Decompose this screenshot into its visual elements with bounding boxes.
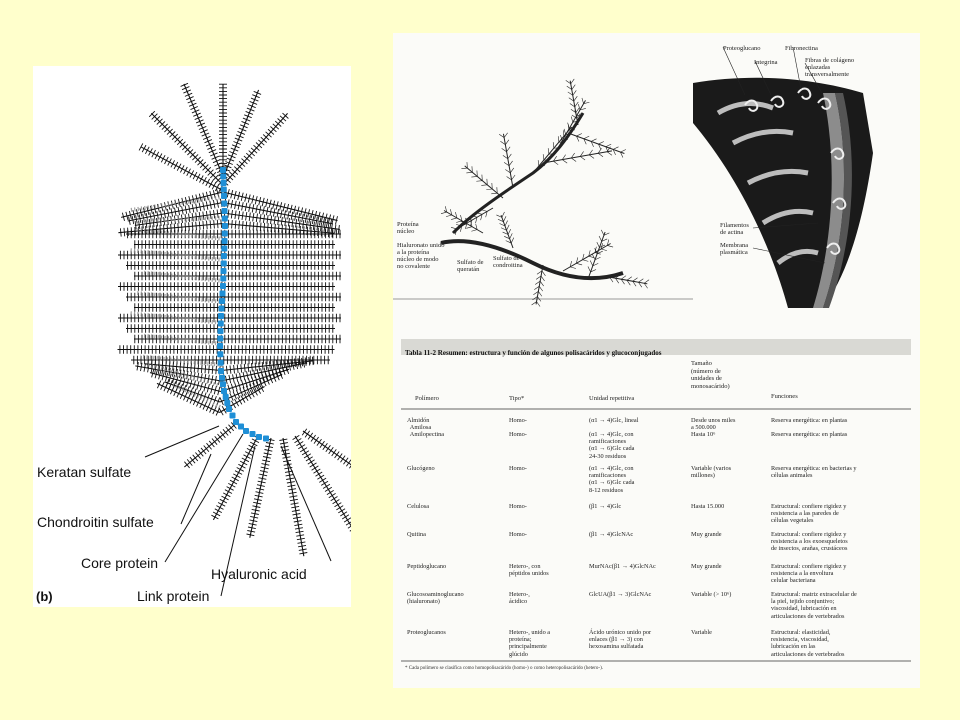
chain-side-branch: [620, 149, 625, 152]
core-protein-unit: [224, 400, 230, 406]
side-chain-right: [223, 303, 335, 311]
chain-side-branch: [476, 181, 482, 182]
chain-side-branch: [572, 85, 576, 90]
fig-label-hyaluronate: Hialuronato unido a la proteína núcleo de modo no covalente: [397, 242, 445, 270]
core-protein-unit: [221, 187, 227, 193]
header-unit: Unidad repetitiva: [589, 395, 635, 402]
table-cell-type: Hetero-, ácidico: [509, 591, 530, 606]
table-cell-unit: Ácido urónico unido por enlaces (β1 → 3) con hexosamina sulfatada: [589, 629, 652, 651]
core-protein-unit: [222, 238, 228, 244]
fig-label-collagen: Fibras de colágeno enlazadas transversalmente: [805, 57, 855, 78]
table-cell-type: Homo-: [509, 503, 527, 510]
chain-bottom-4: [293, 435, 351, 546]
chain-side-branch: [558, 136, 559, 142]
table-cell-size: Variable (> 10⁶): [691, 591, 732, 598]
chain-side-branch: [508, 229, 511, 234]
label-chondroitin-sulfate: Chondroitin sulfate: [37, 514, 154, 530]
fig-label-keratan: Sulfato de queratán: [457, 259, 484, 273]
table-cell-size: Variable (varios millones): [691, 465, 732, 480]
label-leader-line: [165, 434, 243, 562]
chain-bottom-2: [247, 438, 275, 538]
fig-label-chondroitin: Sulfato de condroitina: [493, 255, 523, 269]
chain-bristles: [293, 435, 351, 546]
chain-side-branch: [576, 263, 582, 265]
chain-side-branch: [633, 278, 638, 282]
chain-side-branch: [542, 271, 546, 276]
core-protein-unit: [221, 388, 227, 394]
chain-side-branch: [601, 249, 607, 251]
core-protein-unit: [263, 436, 269, 442]
side-chain-right: [223, 293, 341, 301]
membrane-matrix-drawing: [693, 47, 873, 308]
keratan-sulfate-grey-chain: [143, 273, 223, 281]
core-protein-unit: [217, 336, 223, 342]
core-protein-unit: [256, 434, 262, 440]
chain-side-branch: [511, 238, 514, 243]
chain-side-branch: [461, 168, 467, 169]
side-chain-right: [223, 230, 341, 238]
label-leader-line: [181, 454, 211, 524]
side-chain-right: [223, 345, 335, 353]
chain-side-branch: [591, 139, 596, 142]
core-protein-unit: [217, 343, 223, 349]
core-protein-unit: [219, 298, 225, 304]
core-protein-unit: [250, 431, 256, 437]
chain-side-branch: [537, 302, 541, 307]
chain-side-branch: [574, 96, 578, 101]
core-protein-unit: [222, 231, 228, 237]
header-size: Tamaño (número de unidades de monosacárido): [691, 360, 730, 390]
chain-side-branch: [583, 260, 589, 262]
core-protein-unit: [222, 216, 228, 222]
chain-top-1: [219, 84, 227, 176]
table-cell-function: Estructural: confiere rigidez y resistencia a los exoesqueletos de insectos, arañas, crustáceos: [771, 531, 848, 553]
table-cell-unit: GlcUA(β1 → 3)GlcNAc: [589, 591, 652, 598]
chain-backbone: [295, 436, 351, 545]
chain-top-5: [222, 113, 288, 185]
side-chain-right: [223, 335, 341, 343]
chain-side-branch: [597, 242, 600, 247]
chain-side-branch: [471, 176, 477, 177]
core-protein-unit: [221, 246, 227, 252]
core-protein-unit: [221, 261, 227, 267]
chain-side-branch: [571, 158, 576, 162]
side-chain-left: [126, 261, 223, 269]
core-protein-unit: [220, 283, 226, 289]
chain-side-branch: [576, 133, 581, 136]
side-chain-right: [222, 356, 330, 364]
chain-top-3: [220, 90, 261, 178]
chain-side-branch: [505, 221, 508, 226]
chain-bottom-6: [184, 420, 239, 468]
chain-side-branch: [466, 227, 472, 229]
chain-side-branch: [539, 286, 543, 291]
chain-side-branch: [564, 129, 566, 135]
chain-side-branch: [509, 161, 513, 166]
chain-side-branch: [575, 102, 579, 107]
keratan-sulfate-grey-chain: [143, 336, 223, 344]
side-chain-left: [126, 324, 223, 332]
chain-side-branch: [607, 152, 612, 156]
chain-side-branch: [599, 236, 602, 241]
table-cell-function: Reserva energética: en plantas: [771, 417, 848, 424]
table-cell-polymer: Glucosoaminoglucano (hialuronato): [407, 591, 464, 606]
table-cell-unit: (α1 → 4)Glc, lineal: [589, 417, 639, 424]
chain-side-branch: [505, 140, 509, 145]
chain-side-branch: [580, 156, 585, 160]
core-protein-unit: [230, 413, 236, 419]
core-protein-unit: [221, 253, 227, 259]
header-type: Tipo*: [509, 395, 525, 402]
chain-side-branch: [570, 267, 576, 269]
table-cell-function: Reserva energética: en bacterias y células animales: [771, 465, 857, 480]
core-protein-unit: [218, 313, 224, 319]
chain-side-branch: [507, 147, 511, 152]
chain-side-branch: [441, 212, 447, 214]
chain-bottom-5: [302, 429, 351, 473]
chain-side-branch: [627, 277, 632, 281]
fig-label-fibronectin: Fibronectina: [785, 45, 818, 52]
chain-bristles: [128, 324, 222, 332]
chain-side-branch: [504, 133, 508, 138]
side-chain-right: [223, 272, 341, 280]
table-cell-polymer: Quitina: [407, 531, 426, 538]
chain-side-branch: [507, 225, 510, 230]
chain-side-branch: [613, 147, 618, 150]
table-cell-polymer: Almidón Amilosa: [407, 417, 432, 432]
core-protein-unit: [221, 201, 227, 207]
core-protein-unit: [220, 381, 226, 387]
chain-side-branch: [471, 230, 477, 232]
chain-side-branch: [621, 276, 626, 280]
chain-side-branch: [571, 79, 575, 84]
chain-side-branch: [562, 160, 567, 164]
chain-side-branch: [563, 130, 564, 136]
chain-side-branch: [510, 168, 514, 173]
header-function: Funciones: [771, 393, 798, 400]
table-cell-type: Homo-: [509, 431, 527, 438]
chain-side-branch: [553, 142, 554, 148]
table-cell-unit: (α1 → 4)Glc, con ramificaciones (α1 → 6)Glc cada 24-30 residuos: [589, 431, 635, 460]
table-cell-size: Muy grande: [691, 563, 722, 570]
side-chain-left: [134, 240, 223, 248]
chain-bristles: [128, 261, 222, 269]
core-protein-unit: [243, 428, 249, 434]
chain-side-branch: [553, 161, 558, 165]
chain-side-branch: [584, 136, 589, 139]
chain-side-branch: [573, 90, 577, 95]
core-protein-unit: [223, 394, 229, 400]
chain-side-branch: [538, 291, 542, 296]
fig-label-membrane: Membrana plasmática: [720, 242, 749, 256]
table-cell-size: Hasta 15.000: [691, 503, 725, 510]
chain-side-branch: [512, 175, 516, 180]
chain-side-branch: [481, 185, 487, 186]
core-protein-unit: [221, 193, 227, 199]
chain-side-branch: [446, 215, 452, 217]
side-chain-left: [118, 345, 223, 353]
chain-side-branch: [590, 260, 593, 265]
chain-side-branch: [510, 233, 513, 238]
table-cell-polymer: Amilopectina: [407, 431, 445, 438]
chain-side-branch: [502, 212, 505, 217]
label-core-protein: Core protein: [81, 555, 159, 571]
table-cell-function: Reserva energética: en plantas: [771, 431, 848, 438]
chain-side-branch: [589, 155, 594, 159]
side-chain-right: [223, 314, 341, 322]
chain-side-branch: [486, 189, 492, 190]
table-cell-unit: (β1 → 4)GlcNAc: [589, 531, 634, 538]
table-cell-unit: (β1 → 4)Glc: [589, 503, 622, 510]
core-protein-unit: [219, 306, 225, 312]
side-chain-left: [118, 282, 223, 290]
core-protein-unit: [221, 180, 227, 186]
chain-side-branch: [540, 281, 544, 286]
table-cell-function: Estructural: elasticidad, resistencia, viscosidad, lubricación en las articulaciones de vertebrados: [771, 629, 845, 658]
core-protein-unit: [220, 174, 226, 180]
table-footnote: * Cada polímero se clasifica como homopolisacárido (homo-) o como heteropolisacárido (hetero-).: [405, 666, 603, 671]
core-protein-unit: [226, 406, 232, 412]
chain-bristles: [184, 420, 239, 468]
chain-side-branch: [582, 98, 584, 104]
table-title: Tabla 11-2 Resumen: estructura y función de algunos polisacáridos y glucoconjugados: [405, 349, 662, 357]
proteoglycan-diagram-panel: [33, 66, 351, 607]
chain-side-branch: [571, 117, 573, 123]
chain-side-branch: [606, 144, 611, 147]
table-cell-size: Desde unos miles a 500.000: [691, 417, 736, 432]
core-protein-unit: [219, 375, 225, 381]
side-chain-right: [223, 324, 335, 332]
table-cell-function: Estructural: matriz extracelular de la piel, tejido conjuntivo; viscosidad, lubricación en articulaciones de vertebrados: [771, 591, 857, 620]
table-cell-size: Hasta 10⁶: [691, 431, 716, 438]
chain-side-branch: [638, 279, 643, 283]
chain-side-branch: [451, 218, 457, 220]
core-protein-unit: [222, 223, 228, 229]
chain-side-branch: [481, 210, 487, 212]
chain-side-branch: [598, 153, 603, 157]
fig-label-actin: Filamentos de actina: [720, 222, 749, 236]
label-keratan-sulfate: Keratan sulfate: [37, 464, 132, 480]
core-protein-unit: [221, 268, 227, 274]
core-protein-unit: [220, 276, 226, 282]
chain-side-branch: [588, 267, 591, 272]
chain-side-branch: [607, 245, 613, 247]
table-cell-polymer: Celulosa: [407, 503, 430, 510]
panel-label-b: (b): [36, 589, 53, 604]
chain-bottom-1: [211, 436, 260, 520]
table-cell-unit: (α1 → 4)Glc, con ramificaciones (α1 → 6)Glc cada 8-12 residuos: [589, 465, 635, 494]
label-hyaluronic-acid: Hyaluronic acid: [211, 566, 307, 582]
table-cell-polymer: Peptidoglucano: [407, 563, 447, 570]
chain-top-2: [181, 83, 226, 176]
core-protein-unit: [218, 368, 224, 374]
table-cell-size: Muy grande: [691, 531, 722, 538]
table-cell-type: Homo-: [509, 531, 527, 538]
core-protein-unit: [220, 167, 226, 173]
side-chain-right: [223, 282, 335, 290]
fig-label-integrin: Integrina: [754, 59, 778, 66]
side-chain-right: [223, 240, 335, 248]
label-link-protein: Link protein: [137, 588, 210, 604]
chain-side-branch: [451, 227, 457, 229]
side-chain-right: [223, 251, 341, 259]
chain-side-branch: [491, 193, 497, 194]
chain-side-branch: [538, 160, 539, 166]
chain-side-branch: [541, 276, 545, 281]
table-cell-function: Estructural: confiere rigidez y resistencia a la envoltura celular bacteriana: [771, 563, 847, 585]
table-cell-polymer: Proteoglucanos: [407, 629, 446, 636]
chain-side-branch: [601, 230, 604, 235]
textbook-page-panel: [393, 33, 920, 688]
side-chain-right: [223, 261, 335, 269]
chain-side-branch: [503, 216, 506, 221]
header-polymer: Polímero: [415, 395, 439, 402]
core-protein-unit: [217, 351, 223, 357]
core-protein-unit: [218, 321, 224, 327]
chain-side-branch: [548, 148, 549, 154]
label-leader-line: [145, 426, 219, 457]
chain-top-4: [149, 111, 223, 185]
table-cell-type: Homo-: [509, 417, 527, 424]
table-cell-size: Variable: [691, 629, 712, 636]
table-cell-function: Estructural: confiere rigidez y resistencia a las paredes de células vegetales: [771, 503, 847, 525]
chain-side-branch: [508, 154, 512, 159]
core-protein-unit: [222, 208, 228, 214]
table-cell-unit: MurNAc(β1 → 4)GlcNAc: [589, 563, 656, 570]
table-cell-polymer: Glucógeno: [407, 465, 435, 472]
table-cell-type: Homo-: [509, 465, 527, 472]
core-protein-unit: [218, 328, 224, 334]
table-cell-type: Hetero-, unido a proteína; principalmente glúcido: [509, 629, 551, 658]
core-protein-unit: [218, 360, 224, 366]
chain-side-branch: [466, 172, 472, 173]
side-chain-left: [134, 303, 223, 311]
fig-label-core-protein: Proteína núcleo: [397, 221, 419, 235]
chain-side-branch: [644, 280, 649, 284]
table-cell-type: Hetero-, con péptidos unidos: [509, 563, 549, 578]
textbook-illustrations: [393, 33, 920, 688]
chain-side-branch: [543, 154, 544, 160]
fig-label-proteoglycan: Proteoglucano: [723, 45, 761, 52]
chain-backbone: [283, 438, 304, 556]
core-protein-unit: [220, 291, 226, 297]
chain-side-branch: [598, 141, 603, 144]
label-leader-line: [281, 446, 331, 561]
